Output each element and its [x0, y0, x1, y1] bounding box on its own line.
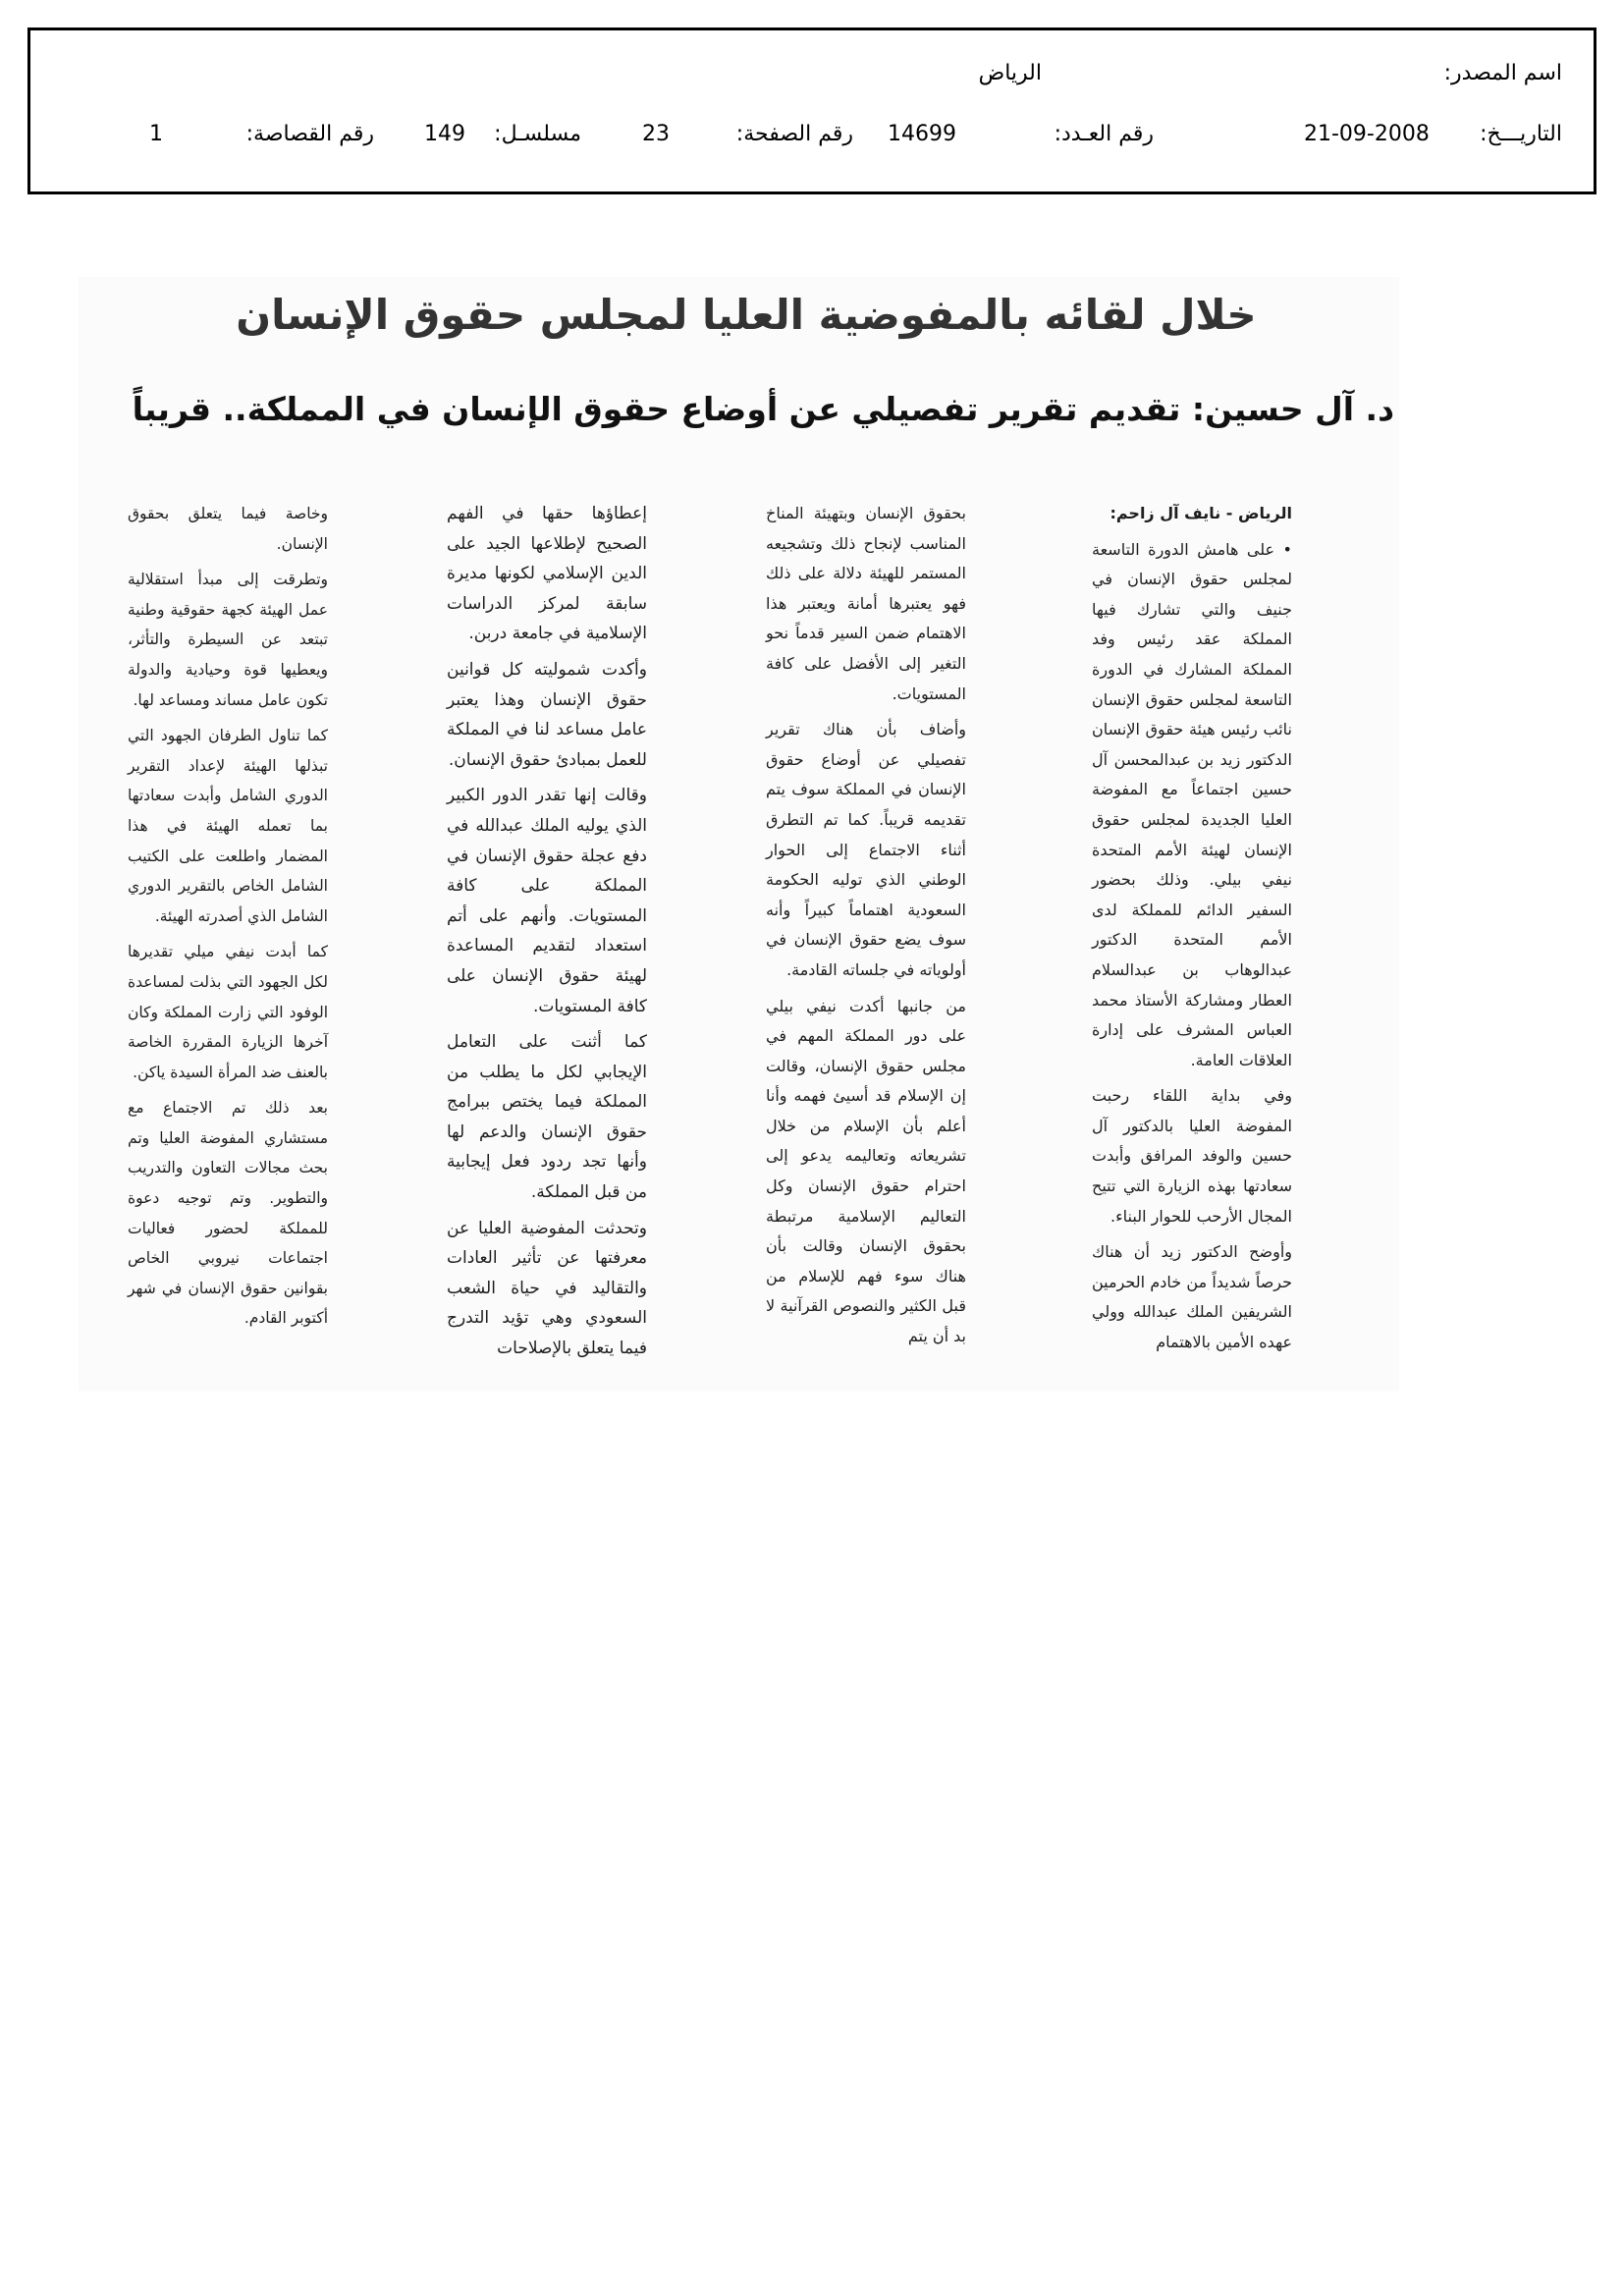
paragraph: وتطرقت إلى مبدأ استقلالية عمل الهيئة كجهة حقوقية وطنية تبتعد عن السيطرة والتأثر، ويعطيها قوة وحيادية والدولة تكون عامل مساند ومساعد لها. — [128, 571, 328, 709]
article-column-1 — [1092, 499, 1292, 1358]
paragraph: وخاصة فيما يتعلق بحقوق الإنسان. — [128, 505, 328, 553]
paragraph: كما أبدت نيفي ميلي تقديرها لكل الجهود التي بذلت لمساعدة الوفود التي زارت المملكة وكان آخرها الزيارة المقررة الخاصة بالعنف ضد المرأة السيدة ياكن. — [128, 943, 328, 1081]
paragraph: وتحدثت المفوضية العليا عن معرفتها عن تأثير العادات والتقاليد في حياة الشعب السعودي وهي تؤيد التدرج فيما يتعلق بالإصلاحات — [447, 1218, 647, 1359]
paragraph: وقالت إنها تقدر الدور الكبير الذي يوليه الملك عبدالله في دفع عجلة حقوق الإنسان في المملكة على كافة المستويات. وأنهم على أتم استعداد لتقديم المساعدة لهيئة حقوق الإنسان على كافة المستويات. — [447, 786, 647, 1016]
paragraph: • على هامش الدورة التاسعة لمجلس حقوق الإنسان في جنيف والتي تشارك فيها المملكة عقد رئيس وفد المملكة المشارك في الدورة التاسعة لمجلس حقوق الإنسان نائب رئيس هيئة حقوق الإنسان الدكتور زيد بن عبدالمحسن آل حسين اجتماعاً مع المفوضة العليا الجديدة لمجلس حقوق الإنسان لهيئة الأمم المتحدة نيفي بيلي. وذلك بحضور السفير الدائم للمملكة لدى الأمم المتحدة الدكتور عبدالوهاب بن عبدالسلام العطار ومشاركة الأستاذ محمد العباس المشرف على إدارة العلاقات العامة. — [1092, 539, 1292, 1069]
page-value: 23 — [642, 122, 670, 146]
paragraph: بعد ذلك تم الاجتماع مع مستشاري المفوضة العليا وتم بحث مجالات التعاون والتدريب والتطوير. وتم توجيه دعوة للمملكة لحضور فعاليات اجتماعات نيروبي الخاص بقوانين حقوق الإنسان في شهر أكتوبر القادم. — [128, 1099, 328, 1328]
issue-label: رقم العـدد: — [1054, 122, 1154, 146]
article-column-2 — [766, 499, 966, 1352]
paragraph: كما تناول الطرفان الجهود التي تبذلها الهيئة لإعداد التقرير الدوري الشامل وأبدت سعادتها بما تعمله الهيئة في هذا المضمار واطلعت على الكتيب الشامل الخاص بالتقرير الدوري الشامل الذي أصدرته الهيئة. — [128, 727, 328, 925]
article-column-3 — [447, 499, 647, 1364]
paragraph: وأضاف بأن هناك تقرير تفصيلي عن أوضاع حقوق الإنسان في المملكة سوف يتم تقديمه قريباً. كما تم التطرق أثناء الاجتماع إلى الحوار الوطني الذي توليه الحكومة السعودية اهتماماً كبيراً وأنه سوف يضع حقوق الإنسان في أولوياته في جلساته القادمة. — [766, 720, 966, 979]
article-column-4 — [128, 499, 328, 1334]
source-value: الرياض — [978, 61, 1042, 85]
article-kicker: خلال لقائه بالمفوضية العليا لمجلس حقوق الإنسان — [236, 291, 1257, 339]
paragraph: كما أثنت على التعامل الإيجابي لكل ما يطلب من المملكة فيما يختص ببرامج حقوق الإنسان والدعم لها وأنها تجد ردود فعل إيجابية من قبل المملكة. — [447, 1032, 647, 1203]
clip-number-value: 1 — [149, 122, 163, 146]
article-headline: د. آل حسين: تقديم تقرير تفصيلي عن أوضاع حقوق الإنسان في المملكة.. قريباً — [132, 390, 1394, 428]
page-label: رقم الصفحة: — [735, 122, 853, 146]
paragraph: وأكدت شموليته كل قوانين حقوق الإنسان وهذا يعتبر عامل مساعد لنا في المملكة للعمل بمبادئ حقوق الإنسان. — [447, 659, 647, 770]
issue-value: 14699 — [888, 122, 956, 146]
article-byline: الرياض - نايف آل زاحم: — [1109, 504, 1292, 522]
serial-label: مسلسـل: — [494, 122, 581, 146]
paragraph: إعطاؤها حقها في الفهم الصحيح لإطلاعها الجيد على الدين الإسلامي لكونها مديرة سابقة لمركز الدراسات الإسلامية في جامعة دربن. — [447, 504, 647, 644]
paragraph: وفي بداية اللقاء رحبت المفوضة العليا بالدكتور آل حسين والوفد المرافق وأبدت سعادتها بهذه الزيارة التي تتيح المجال الأرحب للحوار البناء. — [1092, 1086, 1292, 1226]
source-label: اسم المصدر: — [1443, 61, 1562, 85]
paragraph: وأوضح الدكتور زيد أن هناك حرصاً شديداً من خادم الحرمين الشريفين الملك عبدالله وولي عهده الأمين بالاهتمام — [1092, 1242, 1292, 1352]
clip-number-label: رقم القصاصة: — [245, 122, 374, 146]
date-label: التاريـــخ: — [1480, 122, 1562, 146]
paragraph: من جانبها أكدت نيفي بيلي على دور المملكة المهم في مجلس حقوق الإنسان، وقالت إن الإسلام قد أسيئ فهمه وأنا أعلم بأن الإسلام من خلال تشريعاته وتعاليمه يدعو إلى احترام حقوق الإنسان وكل التعاليم الإسلامية مرتبطة بحقوق الإنسان وقالت بأن هناك سوء فهم للإسلام من قبل الكثير والنصوص القرآنية لا بد أن يتم — [766, 996, 966, 1346]
date-value: 21-09-2008 — [1304, 122, 1430, 146]
serial-value: 149 — [424, 122, 465, 146]
clipping-metadata-box — [27, 27, 1596, 194]
paragraph: بحقوق الإنسان وبتهيئة المناخ المناسب لإنجاح ذلك وتشجيعه المستمر للهيئة دلالة على ذلك فهو يعتبرها أمانة ويعتبر هذا الاهتمام ضمن السير قدماً نحو التغير إلى الأفضل على كافة المستويات. — [766, 504, 966, 703]
